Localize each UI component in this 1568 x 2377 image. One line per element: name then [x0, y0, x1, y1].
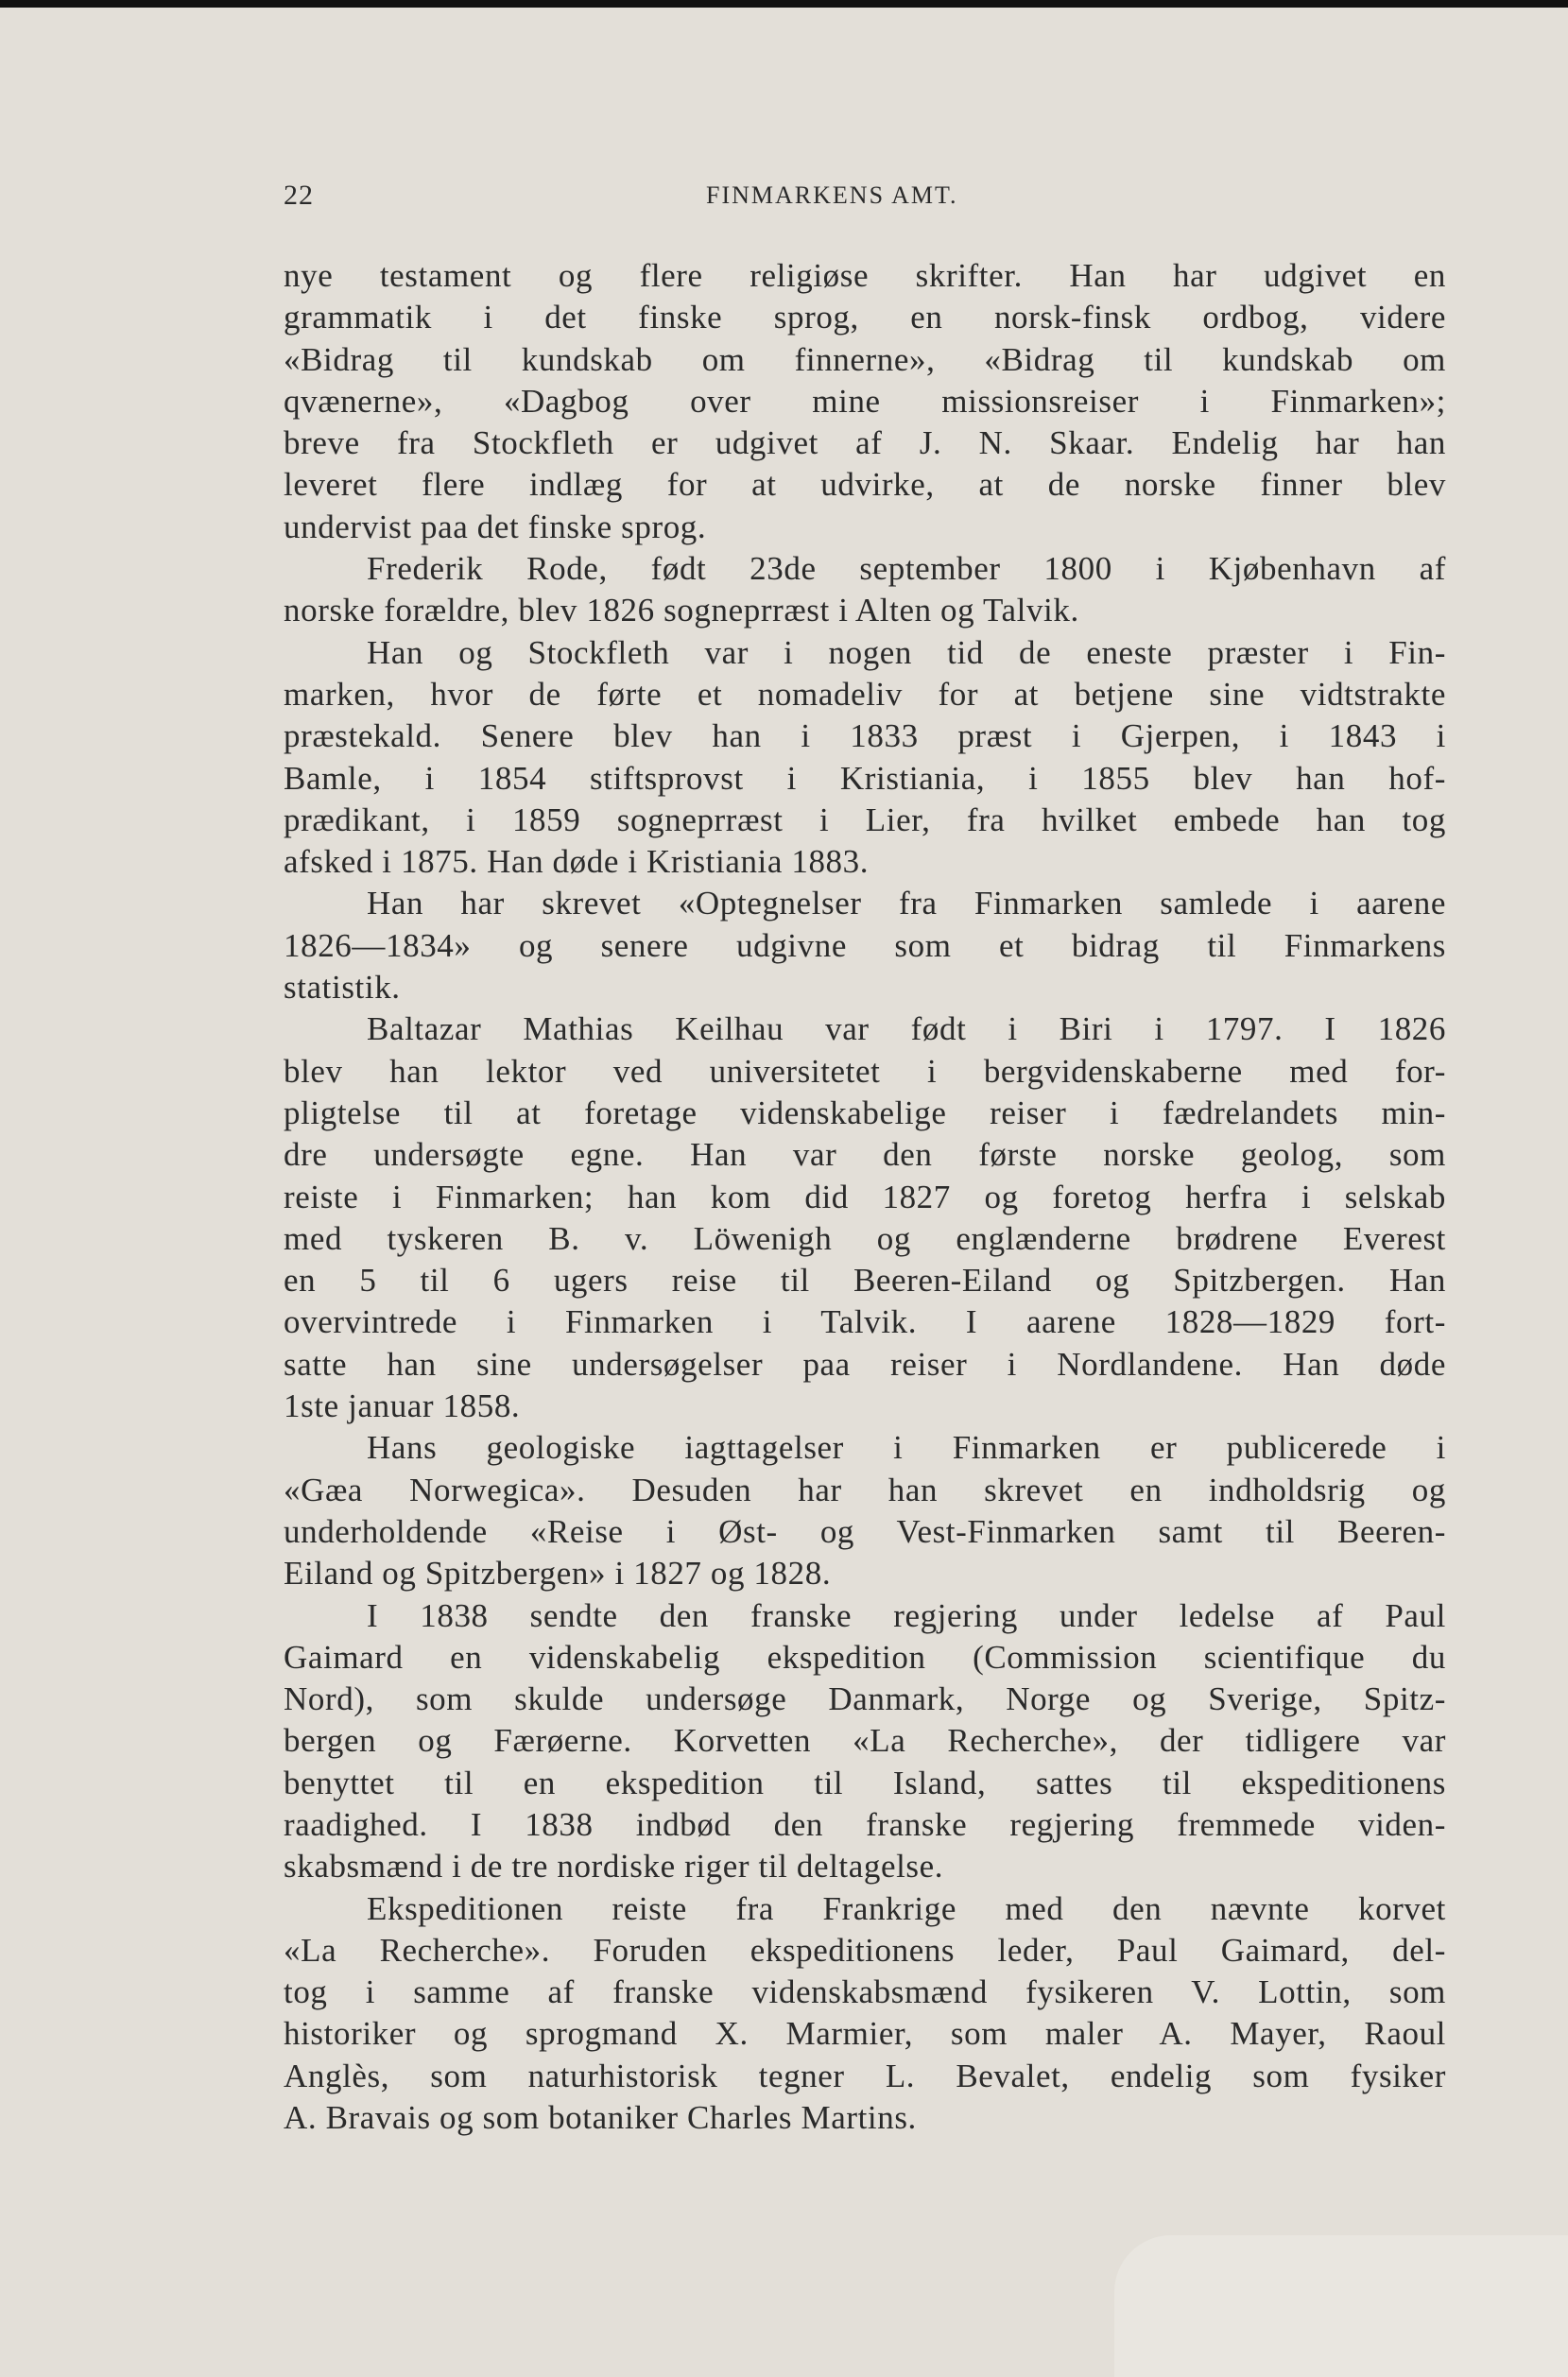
text-line: leveret flere indlæg for at udvirke, at de norske finner blev — [284, 466, 1446, 504]
text-line: statistik. — [284, 969, 401, 1007]
text-line: skabsmænd i de tre nordiske riger til deltagelse. — [284, 1848, 944, 1886]
text-line: marken, hvor de førte et nomadeliv for at betjene sine vidtstrakte — [284, 675, 1446, 713]
paragraph-start: Han har skrevet «Optegnelser fra Finmarken samlede i aarene — [367, 885, 1446, 922]
text-line: breve fra Stockfleth er udgivet af J. N. Skaar. Endelig har han — [284, 424, 1446, 462]
paragraph-start: Ekspeditionen reiste fra Frankrige med den nævnte korvet — [367, 1889, 1446, 1927]
text-line: Eiland og Spitzbergen» i 1827 og 1828. — [284, 1555, 832, 1593]
text-line: undervist paa det finske sprog. — [284, 508, 707, 545]
text-line: «Gæa Norwegica». Desuden har han skrevet en indholdsrig og — [284, 1471, 1446, 1508]
paragraph-start: Hans geologiske iagttagelser i Finmarken er publicerede i — [367, 1429, 1446, 1467]
text-line: 1826—1834» og senere udgivne som et bidrag til Finmarkens — [284, 926, 1446, 964]
text-line: benyttet til en ekspedition til Island, sattes til ekspeditionens — [284, 1764, 1446, 1801]
paragraph-start: Baltazar Mathias Keilhau var født i Biri i 1797. I 1826 — [367, 1010, 1446, 1048]
text-line: blev han lektor ved universitetet i bergvidenskaberne med for- — [284, 1052, 1446, 1090]
text-line: satte han sine undersøgelser paa reiser i Nordlandene. Han døde — [284, 1345, 1446, 1383]
running-head: FINMARKENS AMT. — [706, 181, 958, 209]
text-line: en 5 til 6 ugers reise til Beeren-Eiland og Spitzbergen. Han — [284, 1262, 1446, 1300]
text-line: nye testament og flere religiøse skrifter. Han har udgivet en — [284, 257, 1446, 294]
text-line: grammatik i det finske sprog, en norsk-finsk ordbog, videre — [284, 299, 1446, 336]
text-line: «Bidrag til kundskab om finnerne», «Bidrag til kundskab om — [284, 340, 1446, 378]
text-line: qvænerne», «Dagbog over mine missionsreiser i Finmarken»; — [284, 382, 1446, 420]
text-line: præstekald. Senere blev han i 1833 præst i Gjerpen, i 1843 i — [284, 717, 1446, 755]
text-line: raadighed. I 1838 indbød den franske regjering fremmede viden- — [284, 1805, 1446, 1843]
text-line: bergen og Færøerne. Korvetten «La Recherche», der tidligere var — [284, 1722, 1446, 1760]
text-line: reiste i Finmarken; han kom did 1827 og foretog herfra i selskab — [284, 1178, 1446, 1215]
text-line: tog i samme af franske videnskabsmænd fysikeren V. Lottin, som — [284, 1973, 1446, 2011]
paragraph-start: I 1838 sendte den franske regjering under ledelse af Paul — [367, 1596, 1446, 1634]
scan-corner-shadow — [1114, 2235, 1568, 2377]
page-header — [284, 180, 1446, 217]
text-line: 1ste januar 1858. — [284, 1387, 521, 1425]
paragraph-start: Han og Stockfleth var i nogen tid de eneste præster i Fin- — [367, 633, 1446, 671]
text-line: dre undersøgte egne. Han var den første norske geolog, som — [284, 1136, 1446, 1174]
page-number: 22 — [284, 180, 314, 211]
text-line: Gaimard en videnskabelig ekspedition (Commission scientifique du — [284, 1638, 1446, 1676]
paragraph-start: Frederik Rode, født 23de september 1800 i Kjøbenhavn af — [367, 550, 1446, 588]
body-text — [284, 255, 1446, 2139]
text-line: overvintrede i Finmarken i Talvik. I aarene 1828—1829 fort- — [284, 1303, 1446, 1341]
text-line: prædikant, i 1859 sogneprræst i Lier, fra hvilket embede han tog — [284, 801, 1446, 838]
text-line: «La Recherche». Foruden ekspeditionens leder, Paul Gaimard, del- — [284, 1931, 1446, 1969]
text-line: A. Bravais og som botaniker Charles Martins. — [284, 2099, 917, 2137]
text-line: afsked i 1875. Han døde i Kristiania 1883. — [284, 843, 870, 881]
text-line: historiker og sprogmand X. Marmier, som maler A. Mayer, Raoul — [284, 2015, 1446, 2053]
text-line: Nord), som skulde undersøge Danmark, Norge og Sverige, Spitz- — [284, 1680, 1446, 1718]
scan-top-edge — [0, 0, 1568, 8]
text-line: underholdende «Reise i Øst- og Vest-Finmarken samt til Beeren- — [284, 1512, 1446, 1550]
text-line: pligtelse til at foretage videnskabelige reiser i fædrelandets min- — [284, 1094, 1446, 1131]
text-line: Anglès, som naturhistorisk tegner L. Bevalet, endelig som fysiker — [284, 2057, 1446, 2094]
text-line: norske forældre, blev 1826 sogneprræst i Alten og Talvik. — [284, 592, 1079, 629]
text-line: Bamle, i 1854 stiftsprovst i Kristiania, i 1855 blev han hof- — [284, 759, 1446, 797]
text-line: med tyskeren B. v. Löwenigh og englænderne brødrene Everest — [284, 1219, 1446, 1257]
